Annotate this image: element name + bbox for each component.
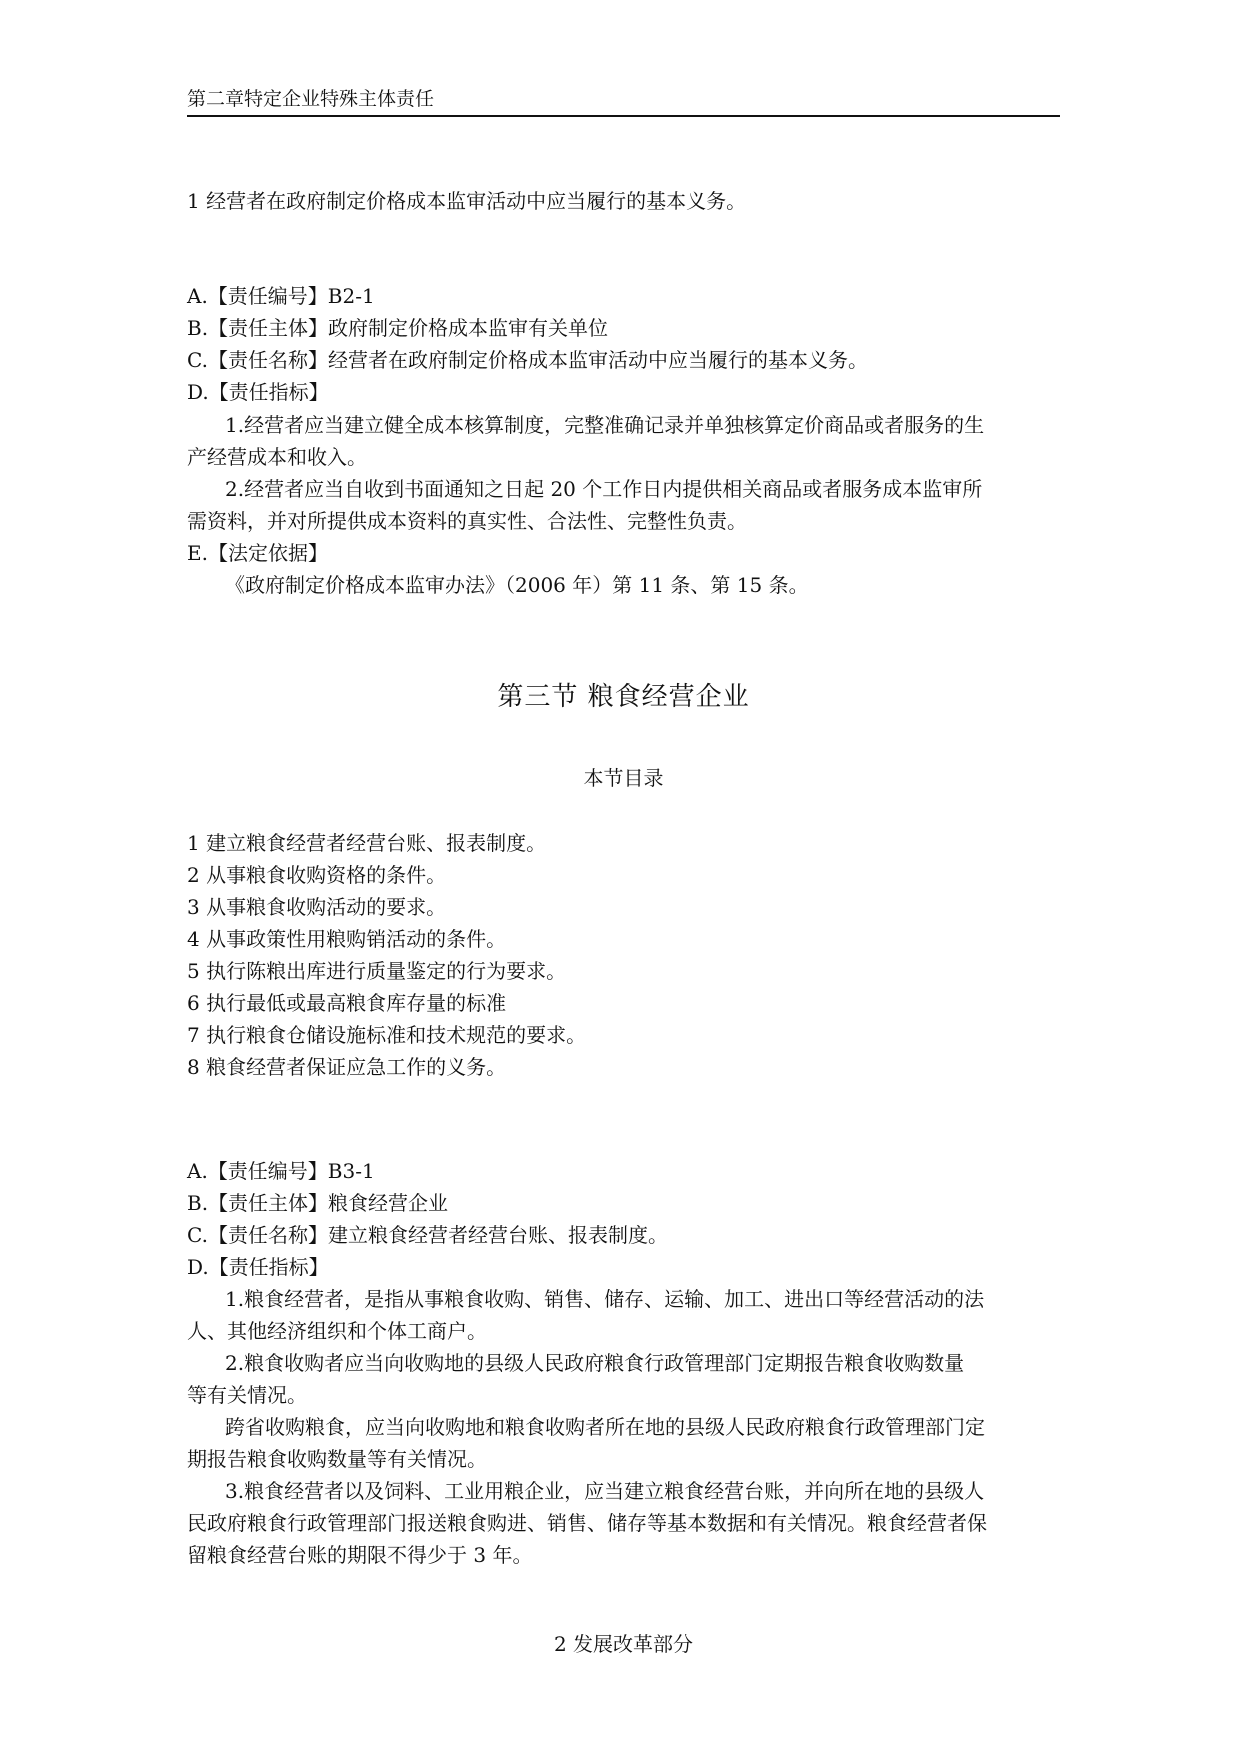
- item-heading: 1 经营者在政府制定价格成本监审活动中应当履行的基本义务。: [187, 189, 747, 213]
- indicator-paragraph: 跨省收购粮食，应当向收购地和粮食收购者所在地的县级人民政府粮食行政管理部门定: [225, 1415, 985, 1439]
- page-footer: 2 发展改革部分: [553, 1632, 694, 1656]
- responsibility-code: A.【责任编号】B3-1: [187, 1159, 375, 1183]
- indicator-paragraph: 1.粮食经营者，是指从事粮食收购、销售、储存、运输、加工、进出口等经营活动的法: [225, 1287, 985, 1311]
- indicator-paragraph: 2.经营者应当自收到书面通知之日起 20 个工作日内提供相关商品或者服务成本监审所: [225, 477, 983, 501]
- indicator-paragraph-cont: 产经营成本和收入。: [187, 445, 367, 469]
- toc-item: 8 粮食经营者保证应急工作的义务。: [187, 1055, 507, 1079]
- toc-item: 4 从事政策性用粮购销活动的条件。: [187, 927, 507, 951]
- toc-item: 7 执行粮食仓储设施标准和技术规范的要求。: [187, 1023, 587, 1047]
- toc-item: 3 从事粮食收购活动的要求。: [187, 895, 447, 919]
- indicator-paragraph-cont: 等有关情况。: [187, 1383, 307, 1407]
- running-header: 第二章特定企业特殊主体责任: [187, 88, 435, 110]
- toc-item: 6 执行最低或最高粮食库存量的标准: [187, 991, 507, 1015]
- indicator-paragraph-cont: 人、其他经济组织和个体工商户。: [187, 1319, 487, 1343]
- toc-title: 本节目录: [583, 766, 664, 790]
- responsibility-indicators-label: D.【责任指标】: [187, 380, 329, 404]
- header-divider: [187, 115, 1060, 117]
- indicator-paragraph: 3.粮食经营者以及饲料、工业用粮企业，应当建立粮食经营台账，并向所在地的县级人: [225, 1479, 985, 1503]
- indicator-paragraph-cont: 留粮食经营台账的期限不得少于 3 年。: [187, 1543, 533, 1567]
- toc-item: 2 从事粮食收购资格的条件。: [187, 863, 447, 887]
- toc-item: 5 执行陈粮出库进行质量鉴定的行为要求。: [187, 959, 567, 983]
- responsibility-subject: B.【责任主体】粮食经营企业: [187, 1191, 449, 1215]
- responsibility-name: C.【责任名称】建立粮食经营者经营台账、报表制度。: [187, 1223, 668, 1247]
- responsibility-subject: B.【责任主体】政府制定价格成本监审有关单位: [187, 316, 609, 340]
- legal-basis-text: 《政府制定价格成本监审办法》（2006 年）第 11 条、第 15 条。: [225, 573, 809, 597]
- section-title: 第三节 粮食经营企业: [497, 682, 750, 712]
- indicator-paragraph-cont: 民政府粮食行政管理部门报送粮食购进、销售、储存等基本数据和有关情况。粮食经营者保: [187, 1511, 987, 1535]
- responsibility-code: A.【责任编号】B2-1: [187, 284, 375, 308]
- toc-item: 1 建立粮食经营者经营台账、报表制度。: [187, 831, 547, 855]
- responsibility-name: C.【责任名称】经营者在政府制定价格成本监审活动中应当履行的基本义务。: [187, 348, 868, 372]
- indicator-paragraph: 2.粮食收购者应当向收购地的县级人民政府粮食行政管理部门定期报告粮食收购数量: [225, 1351, 965, 1375]
- indicator-paragraph-cont: 期报告粮食收购数量等有关情况。: [187, 1447, 487, 1471]
- indicator-paragraph: 1.经营者应当建立健全成本核算制度，完整准确记录并单独核算定价商品或者服务的生: [225, 413, 985, 437]
- responsibility-indicators-label: D.【责任指标】: [187, 1255, 329, 1279]
- legal-basis-label: E.【法定依据】: [187, 541, 328, 565]
- indicator-paragraph-cont: 需资料，并对所提供成本资料的真实性、合法性、完整性负责。: [187, 509, 747, 533]
